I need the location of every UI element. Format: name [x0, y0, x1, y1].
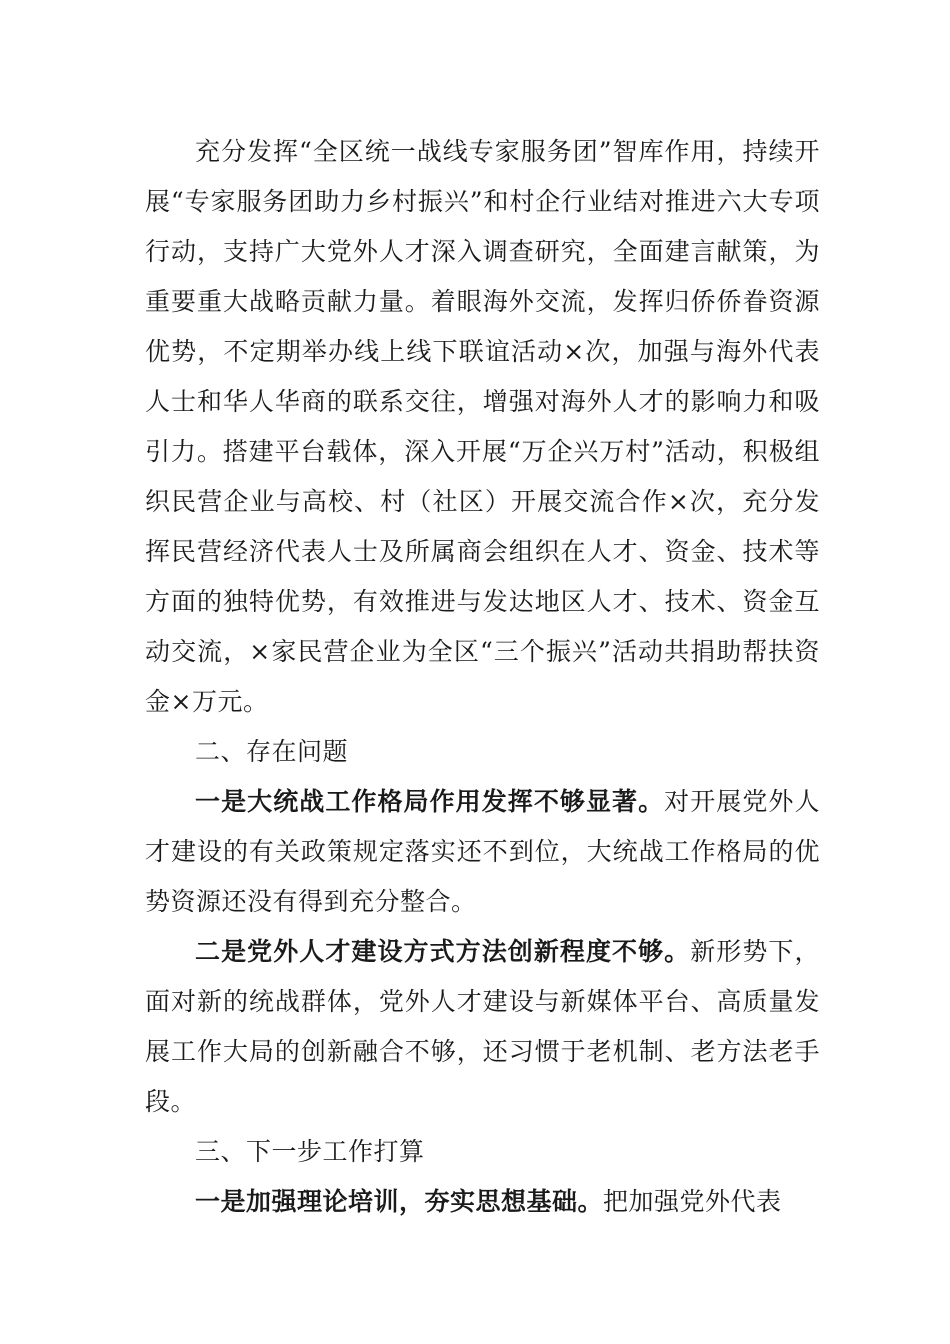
plan-item-1 [145, 1177, 820, 1227]
section-heading-next-steps: 三、下一步工作打算 [195, 1137, 425, 1166]
problem-item-2 [145, 927, 820, 1127]
problem-item-lead: 二是党外人才建设方式方法创新程度不够。 [195, 937, 691, 966]
plan-item-text: 把加强党外代表 [603, 1187, 782, 1216]
problem-item-1 [145, 777, 820, 927]
document-page [145, 127, 820, 1227]
problem-item-lead: 一是大统战工作格局作用发挥不够显著。 [195, 787, 665, 816]
section-heading-problems: 二、存在问题 [195, 737, 349, 766]
problem-item-text: 对开展党外人才建设的有关政策规定落实还不到位，大统战工作格局的优势资源还没有得到充分整合。 [145, 787, 820, 916]
plan-item-lead: 一是加强理论培训，夯实思想基础。 [195, 1187, 604, 1216]
problem-item-text: 新形势下，面对新的统战群体，党外人才建设与新媒体平台、高质量发展工作大局的创新融合不够，还习惯于老机制、老方法老手段。 [145, 937, 820, 1116]
paragraph-text: 充分发挥“全区统一战线专家服务团”智库作用，持续开展“专家服务团助力乡村振兴”和村企行业结对推进六大专项行动，支持广大党外人才深入调查研究，全面建言献策，为重要重大战略贡献力量。着眼海外交流，发挥归侨侨眷资源优势，不定期举办线上线下联谊活动×次，加强与海外代表人士和华人华商的联系交往，增强对海外人才的影响力和吸引力。搭建平台载体，深入开展“万企兴万村”活动，积极组织民营企业与高校、村（社区）开展交流合作×次，充分发挥民营经济代表人士及所属商会组织在人才、资金、技术等方面的独特优势，有效推进与发达地区人才、技术、资金互动交流，×家民营企业为全区“三个振兴”活动共捐助帮扶资金×万元。 [145, 137, 820, 716]
body-paragraph [145, 127, 820, 727]
